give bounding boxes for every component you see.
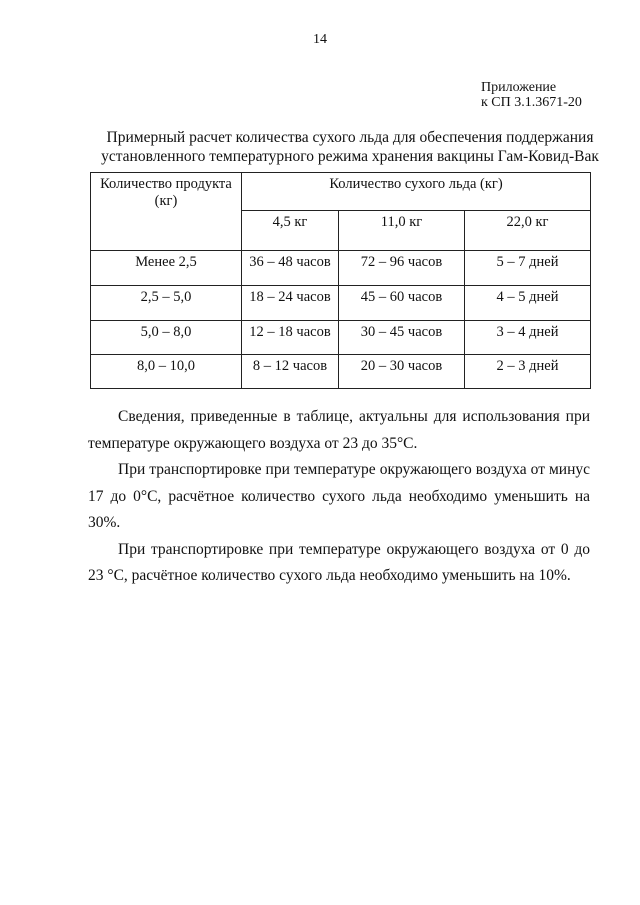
- table-cell: 2 – 3 дней: [465, 355, 591, 389]
- paragraph-2: При транспортировке при температуре окружающего воздуха от минус 17 до 0°С, расчётное количество сухого льда необходимо уменьшить на 30%.: [88, 461, 590, 531]
- table-cell: 45 – 60 часов: [339, 286, 465, 321]
- table-cell: 8,0 – 10,0: [91, 355, 242, 389]
- dry-ice-table: [90, 172, 591, 389]
- title-line-1: Примерный расчет количества сухого льда для обеспечения поддержания: [106, 129, 594, 146]
- table-cell: 5,0 – 8,0: [91, 321, 242, 355]
- table-cell: 8 – 12 часов: [242, 355, 339, 389]
- title-line-2: установленного температурного режима хранения вакцины Гам-Ковид-Вак: [101, 148, 599, 165]
- appendix-line-2: к СП 3.1.3671-20: [481, 95, 582, 110]
- paragraph-1: Сведения, приведенные в таблице, актуальны для использования при температуре окружающего воздуха от 23 до 35°С.: [88, 408, 590, 452]
- table-cell: 5 – 7 дней: [465, 251, 591, 286]
- table-cell: Менее 2,5: [91, 251, 242, 286]
- table-cell: 18 – 24 часов: [242, 286, 339, 321]
- sub-header: 22,0 кг: [465, 211, 591, 251]
- table-row: [91, 251, 591, 286]
- table-cell: 20 – 30 часов: [339, 355, 465, 389]
- table-cell: 30 – 45 часов: [339, 321, 465, 355]
- document-body: [0, 128, 640, 590]
- page-number: 14: [313, 32, 327, 47]
- col-header-dry-ice: Количество сухого льда (кг): [242, 173, 591, 211]
- col-header-product: Количество продукта (кг): [91, 173, 242, 251]
- document-title: [60, 128, 640, 166]
- sub-header: 11,0 кг: [339, 211, 465, 251]
- table-cell: 12 – 18 часов: [242, 321, 339, 355]
- table-cell: 3 – 4 дней: [465, 321, 591, 355]
- table-cell: 2,5 – 5,0: [91, 286, 242, 321]
- table-row: [91, 321, 591, 355]
- paragraph-3: При транспортировке при температуре окружающего воздуха от 0 до 23 °С, расчётное количество сухого льда необходимо уменьшить на 10%.: [88, 540, 590, 584]
- appendix-line-1: Приложение: [481, 80, 557, 95]
- table-cell: 72 – 96 часов: [339, 251, 465, 286]
- table-cell: 4 – 5 дней: [465, 286, 591, 321]
- table-row: [91, 286, 591, 321]
- table-cell: 36 – 48 часов: [242, 251, 339, 286]
- table-row: [91, 355, 591, 389]
- appendix-label: [481, 80, 582, 110]
- sub-header: 4,5 кг: [242, 211, 339, 251]
